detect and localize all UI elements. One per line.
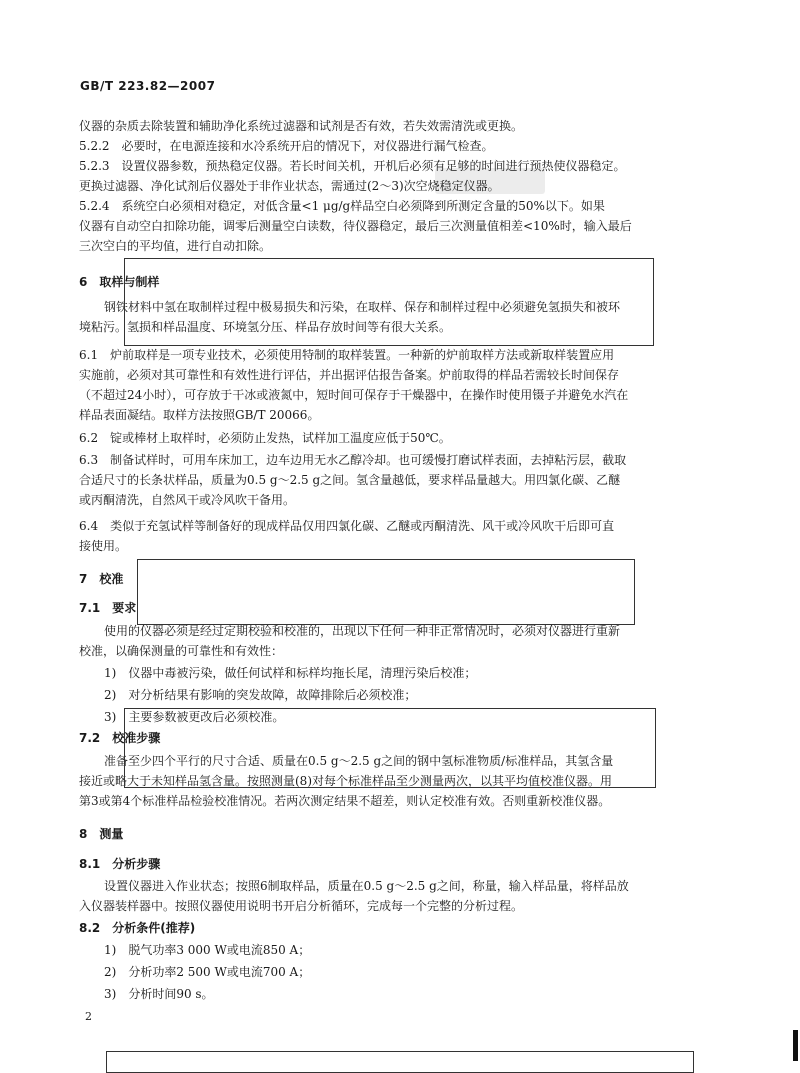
annotation-box [124,708,656,788]
paragraph-line: 境粘污。氢损和样品温度、环境氢分压、样品存放时间等有很大关系。 [79,320,452,334]
clause-6-3: 6.3 制备试样时，可用车床加工，边车边用无水乙醇冷却。也可缓慢打磨试样表面，去掉粘污层，截取 [79,453,627,467]
clause-6-1: 6.1 炉前取样是一项专业技术，必须使用特制的取样装置。一种新的炉前取样方法或新取样装置应用 [79,348,615,362]
clause-6-2: 6.2 锭或棒材上取样时，必须防止发热，试样加工温度应低于50℃。 [79,431,451,445]
clause-5-2-3: 5.2.3 设置仪器参数，预热稳定仪器。若长时间关机，开机后必须有足够的时间进行预热使仪器稳定。 [79,159,626,173]
section-6-heading: 6 取样与制样 [79,275,160,289]
annotation-box [124,258,654,346]
paragraph-line: 接使用。 [79,539,128,553]
paragraph-line: （不超过24小时），可存放于干冰或液氮中，短时间可保存于干燥器中，在操作时使用镊子并避免水汽在 [79,388,629,402]
list-item: 1) 仪器中毒被污染，做任何试样和标样均拖长尾，清理污染后校准； [104,666,477,680]
list-item: 2) 分析功率2 500 W或电流700 A； [104,965,311,979]
paragraph-line: 校准，以确保测量的可靠性和有效性： [79,644,284,658]
section-8-heading: 8 测量 [79,827,124,841]
paragraph-line: 入仪器装样器中。按照仪器使用说明书开启分析循环，完成每一个完整的分析过程。 [79,899,524,913]
paragraph-line: 设置仪器进入作业状态；按照6制取样品，质量在0.5 g～2.5 g之间，称量，输入样品量，将样品放 [104,879,629,893]
list-item: 2) 对分析结果有影响的突发故障，故障排除后必须校准； [104,688,417,702]
clause-7-1-heading: 7.1 要求 [79,601,137,615]
paragraph-line: 钢铁材料中氢在取制样过程中极易损失和污染，在取样、保存和制样过程中必须避免氢损失和被环 [104,300,621,314]
edge-mark [793,1030,798,1061]
annotation-box [137,559,635,625]
page-number: 2 [85,1010,92,1023]
paragraph-line: 更换过滤器、净化试剂后仪器处于非作业状态，需通过(2～3)次空烧稳定仪器。 [79,179,500,193]
paragraph-line: 三次空白的平均值，进行自动扣除。 [79,239,272,253]
annotation-box [106,1051,694,1073]
clause-8-2-heading: 8.2 分析条件(推荐) [79,921,196,935]
section-7-heading: 7 校准 [79,572,124,586]
clause-7-2-heading: 7.2 校准步骤 [79,731,161,745]
list-item: 1) 脱气功率3 000 W或电流850 A； [104,943,311,957]
paragraph-line: 样品表面凝结。取样方法按照GB/T 20066。 [79,408,320,422]
paragraph-line: 第3或第4个标准样品检验校准情况。若两次测定结果不超差，则认定校准有效。否则重新校准仪器。 [79,794,611,808]
list-item: 3) 分析时间90 s。 [104,987,214,1001]
clause-6-4: 6.4 类似于充氢试样等制备好的现成样品仅用四氯化碳、乙醚或丙酮清洗、风干或冷风吹干后即可直 [79,519,615,533]
paragraph-line: 接近或略大于未知样品氢含量。按照测量(8)对每个标准样品至少测量两次，以其平均值校准仪器。用 [79,774,613,788]
standard-code: GB/T 223.82—2007 [80,79,216,93]
paragraph-line: 合适尺寸的长条状样品，质量为0.5 g～2.5 g之间。氢含量越低，要求样品量越大。用四氯化碳、乙醚 [79,473,621,487]
paragraph-line: 使用的仪器必须是经过定期校验和校准的，出现以下任何一种非正常情况时，必须对仪器进行重新 [104,624,621,638]
paragraph-line: 实施前，必须对其可靠性和有效性进行评估，并出据评估报告备案。炉前取得的样品若需较长时间保存 [79,368,620,382]
list-item: 3) 主要参数被更改后必须校准。 [104,710,285,724]
clause-5-2-4: 5.2.4 系统空白必须相对稳定，对低含量<1 μg/g样品空白必须降到所测定含量的50%以下。如果 [79,199,605,213]
paragraph-line: 仪器有自动空白扣除功能，调零后测量空白读数，待仪器稳定，最后三次测量值相差<10%时，输入最后 [79,219,632,233]
paragraph-line: 或丙酮清洗，自然风干或冷风吹干备用。 [79,493,296,507]
clause-5-2-2: 5.2.2 必要时，在电源连接和水冷系统开启的情况下，对仪器进行漏气检查。 [79,139,494,153]
clause-8-1-heading: 8.1 分析步骤 [79,857,161,871]
paragraph-line: 准备至少四个平行的尺寸合适、质量在0.5 g～2.5 g之间的钢中氢标准物质/标准样品，其氢含量 [104,754,614,768]
paragraph-line: 仪器的杂质去除装置和辅助净化系统过滤器和试剂是否有效，若失效需清洗或更换。 [79,119,524,133]
